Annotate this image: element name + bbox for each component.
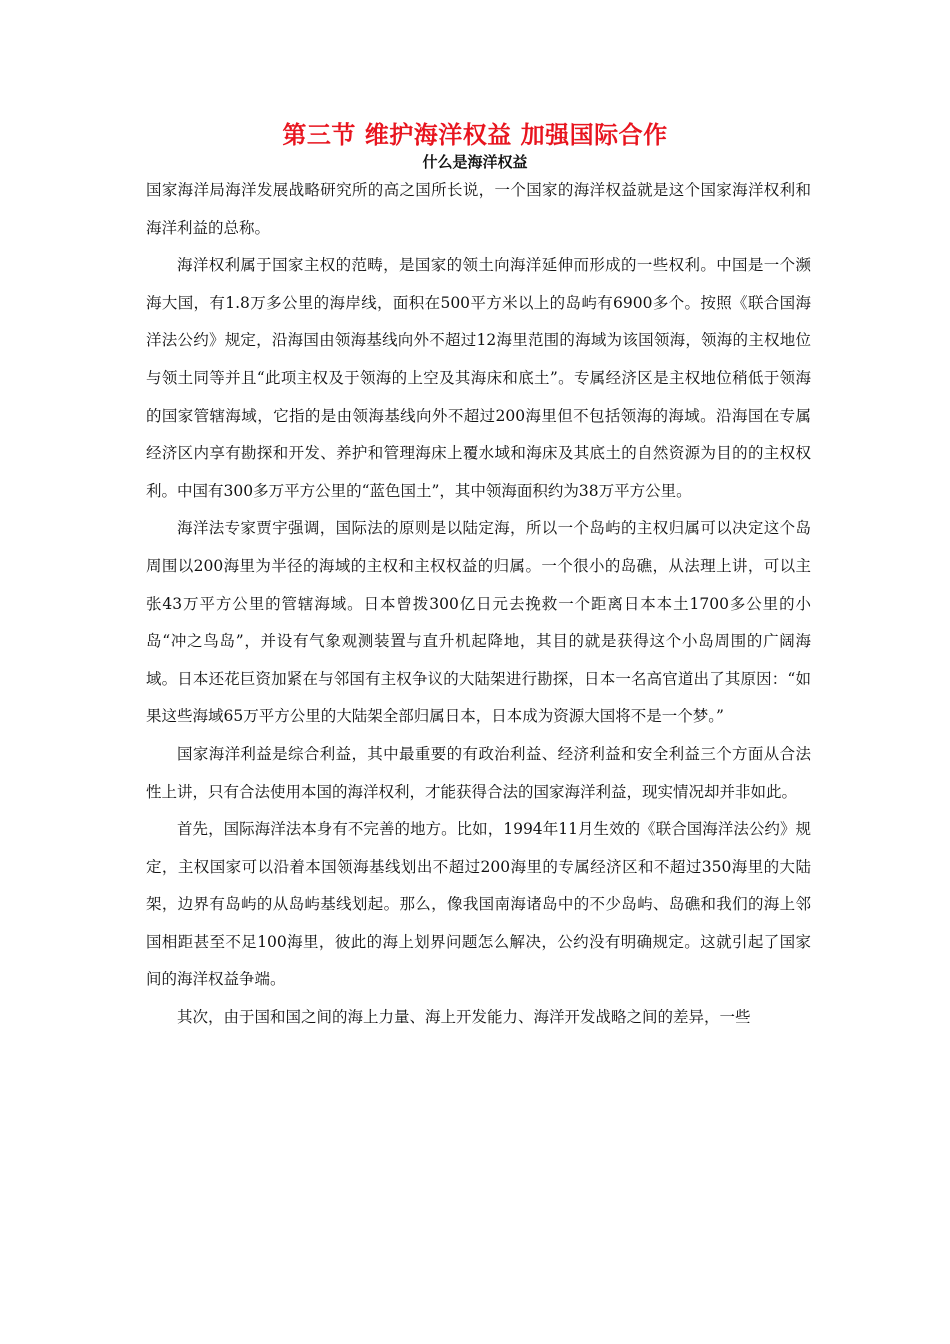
- paragraph-second-reason: 其次，由于国和国之间的海上力量、海上开发能力、海洋开发战略之间的差异，一些: [177, 1008, 751, 1027]
- paragraph-national-interests: 国家海洋利益是综合利益，其中最重要的有政治利益、经济利益和安全利益三个方面从合法性上讲，只有合法使用本国的海洋权利，才能获得合法的国家海洋利益，现实情况却并非如此。: [146, 744, 811, 801]
- article-body: [146, 172, 811, 1037]
- section-subtitle: 什么是海洋权益: [422, 153, 528, 171]
- paragraph-intro: 国家海洋局海洋发展战略研究所的高之国所长说，一个国家的海洋权益就是这个国家海洋权利和海洋利益的总称。: [146, 181, 811, 237]
- page-title: 第三节 维护海洋权益 加强国际合作: [282, 121, 668, 149]
- paragraph-first-reason: 首先，国际海洋法本身有不完善的地方。比如，1994年11月生效的《联合国海洋法公约》规定，主权国家可以沿着本国领海基线划出不超过200海里的专属经济区和不超过350海里的大陆架，边界有岛屿的从岛屿基线划起。那么，像我国南海诸岛中的不少岛屿、岛礁和我们的海上邻国相距甚至不足100海里，彼此的海上划界问题怎么解决，公约没有明确规定。这就引起了国家间的海洋权益争端。: [146, 820, 811, 989]
- paragraph-island-sovereignty: 海洋法专家贾宇强调，国际法的原则是以陆定海，所以一个岛屿的主权归属可以决定这个岛周围以200海里为半径的海域的主权和主权权益的归属。一个很小的岛礁，从法理上讲，可以主张43万平方公里的管辖海域。日本曾拨300亿日元去挽救一个距离日本本土1700多公里的小岛“冲之鸟岛”，并设有气象观测装置与直升机起降地，其目的就是获得这个小岛周围的广阔海域。日本还花巨资加紧在与邻国有主权争议的大陆架进行勘探，日本一名高官道出了其原因：“如果这些海域65万平方公里的大陆架全部归属日本，日本成为资源大国将不是一个梦。”: [146, 519, 811, 726]
- paragraph-maritime-rights: 海洋权利属于国家主权的范畴，是国家的领土向海洋延伸而形成的一些权利。中国是一个濒海大国，有1.8万多公里的海岸线，面积在500平方米以上的岛屿有6900多个。按照《联合国海洋法公约》规定，沿海国由领海基线向外不超过12海里范围的海域为该国领海，领海的主权地位与领土同等并且“此项主权及于领海的上空及其海床和底土”。专属经济区是主权地位稍低于领海的国家管辖海域，它指的是由领海基线向外不超过200海里但不包括领海的海域。沿海国在专属经济区内享有勘探和开发、养护和管理海床上覆水域和海床及其底土的自然资源为目的的主权权利。中国有300多万平方公里的“蓝色国土”，其中领海面积约为38万平方公里。: [146, 256, 811, 500]
